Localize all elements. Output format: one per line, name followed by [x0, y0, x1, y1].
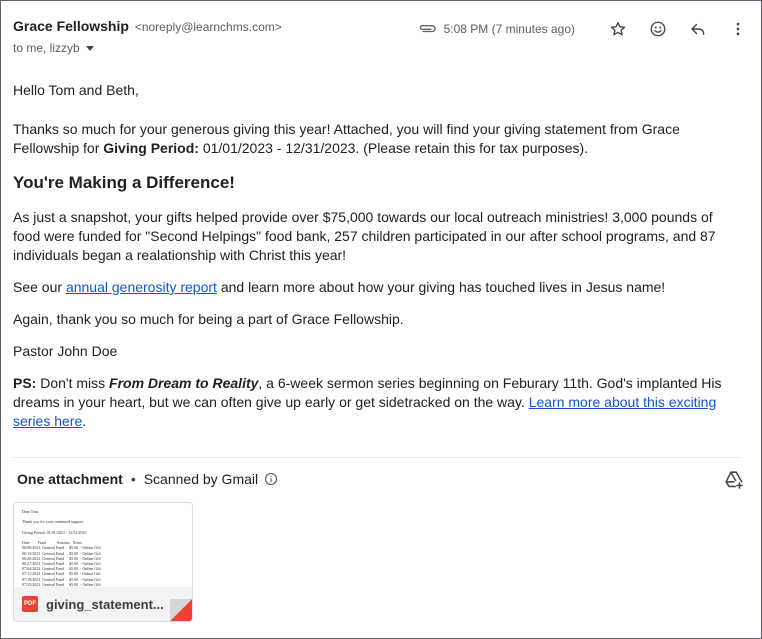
emoji-icon	[649, 20, 667, 38]
scan-note: Scanned by Gmail	[143, 471, 259, 487]
ps-paragraph	[13, 374, 735, 431]
emoji-reaction-button[interactable]	[647, 18, 669, 40]
timestamp: 5:08 PM (7 minutes ago)	[443, 22, 575, 36]
add-to-drive-icon[interactable]	[723, 469, 745, 491]
sender	[13, 18, 282, 34]
thanks-paragraph: Again, thank you so much for being a part of Grace Fellowship.	[13, 311, 404, 327]
report-pre: See our	[13, 279, 66, 295]
separator-dot: •	[130, 471, 136, 487]
impact-paragraph: As just a snapshot, your gifts helped provide over $75,000 towards our local outreach ministries! 3,000 pounds of food were funded for "Second Helpings" food bank, 257 children participated in our after school programs, and 87 individuals began a realationship with Christ this year!	[13, 209, 716, 263]
thumbnail-line: 06/13/2023 General Fund $5.00 - Online Gift	[22, 550, 101, 556]
annual-report-link[interactable]: annual generosity report	[65, 279, 217, 295]
thumbnail-line: 06/27/2023 General Fund $5.00 - Online Gift	[22, 561, 101, 567]
section-heading: You're Making a Difference!	[13, 173, 235, 192]
message-actions	[418, 18, 749, 40]
giving-period-text: 01/01/2023 - 12/31/2023. (Please retain this for tax purposes).	[198, 140, 589, 156]
star-button[interactable]	[607, 18, 629, 40]
series-title: From Dream to Reality	[109, 375, 259, 391]
recipients-label: to me, lizzyb	[13, 41, 80, 55]
thumbnail-line: 07/11/2023 General Fund $5.00 - Online Gift	[22, 571, 101, 577]
thumbnail-line: 07/04/2023 General Fund $5.00 - Online Gift	[22, 566, 101, 572]
divider	[13, 457, 741, 458]
signature: Pastor John Doe	[13, 343, 118, 359]
file-name: giving_statement...	[46, 596, 164, 612]
attachment-thumbnail	[14, 503, 193, 589]
chevron-down-icon[interactable]	[86, 46, 94, 51]
ps-end: .	[82, 413, 87, 429]
thumbnail-line: Giving Period: 01/01/2023 - 12/31/2023	[22, 529, 87, 535]
attachment-clip-icon	[418, 21, 438, 37]
info-icon[interactable]	[264, 472, 278, 486]
attachments-title: One attachment	[17, 471, 123, 487]
page-fold-corner	[170, 599, 192, 621]
reply-icon	[689, 20, 707, 38]
sender-email: <noreply@learnchms.com>	[134, 20, 282, 34]
email-header	[13, 18, 749, 60]
thumbnail-line: Thank you for your continued support.	[22, 519, 84, 525]
greeting: Hello Tom and Beth,	[13, 82, 139, 98]
series-link[interactable]: Learn more about this exciting series here	[13, 394, 717, 429]
statement-paragraph	[13, 120, 735, 158]
attachments-header	[17, 471, 278, 487]
pdf-icon: PDF	[22, 596, 38, 612]
ps-pre: Don't miss	[36, 375, 110, 391]
message-body	[13, 81, 735, 444]
attachment-card[interactable]	[13, 502, 193, 622]
thumbnail-line: 07/25/2023 General Fund $5.00 - Online Gift	[22, 581, 101, 587]
more-options-button[interactable]	[727, 18, 749, 40]
more-vert-icon	[729, 20, 747, 38]
thumbnail-line: 06/20/2023 General Fund $5.00 - Online Gift	[22, 555, 101, 561]
ps-mid: , a 6-week sermon series beginning on Feburary 11th. God's implanted His dreams in your heart, but we can often give up early or get sidetracked on the way.	[13, 375, 722, 410]
recipients-toggle[interactable]	[13, 41, 94, 55]
reply-button[interactable]	[687, 18, 709, 40]
thumbnail-line: 06/06/2023 General Fund $5.00 - Online Gift	[22, 545, 101, 551]
star-icon	[609, 20, 627, 38]
ps-label: PS:	[13, 375, 37, 391]
sender-name[interactable]: Grace Fellowship	[13, 18, 129, 34]
giving-period-label: Giving Period:	[103, 140, 199, 156]
thumbnail-line: 07/18/2023 General Fund $5.00 - Online Gift	[22, 576, 101, 582]
report-post: and learn more about how your giving has touched lives in Jesus name!	[216, 279, 666, 295]
attachment-footer	[14, 587, 193, 621]
statement-text: Thanks so much for your generous giving this year! Attached, you will find your giving statement from Grace Fellowship for	[13, 121, 680, 156]
report-paragraph	[13, 278, 735, 297]
thumbnail-line: Date Fund Amount Notes	[22, 540, 82, 546]
thumbnail-line: Dear Tom,	[22, 509, 39, 514]
